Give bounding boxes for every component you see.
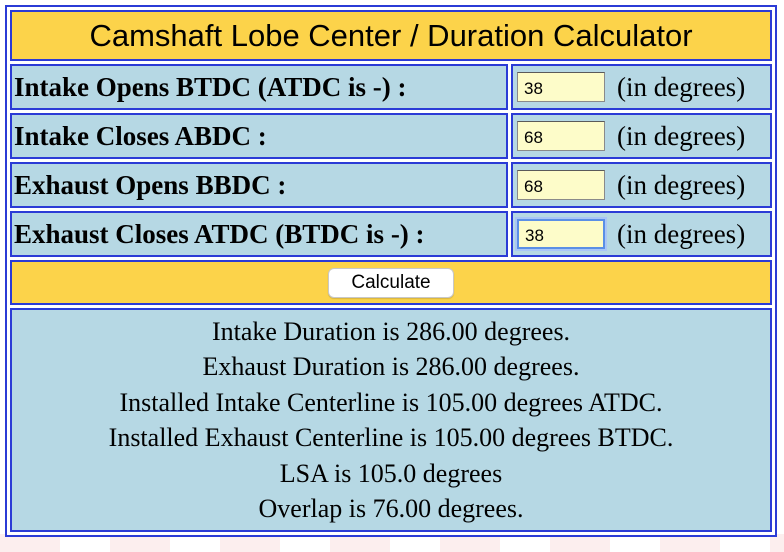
result-intake-duration: Intake Duration is 286.00 degrees. [211, 316, 571, 346]
exhaust-closes-unit: (in degrees) [617, 218, 746, 249]
results-panel [10, 308, 772, 532]
result-exhaust-centerline: Installed Exhaust Centerline is 105.00 degrees BTDC. [108, 423, 674, 452]
field-row-exhaust-opens [10, 162, 772, 208]
calculator-title: Camshaft Lobe Center / Duration Calculator [10, 10, 772, 61]
calculator-table [5, 5, 777, 537]
exhaust-closes-input[interactable] [517, 219, 605, 249]
field-row-exhaust-closes [10, 211, 772, 257]
exhaust-closes-input-cell [511, 211, 772, 257]
exhaust-opens-label: Exhaust Opens BBDC : [10, 162, 508, 208]
exhaust-opens-input[interactable] [517, 170, 605, 200]
intake-closes-label: Intake Closes ABDC : [10, 113, 508, 159]
intake-closes-input[interactable] [517, 121, 605, 151]
field-row-intake-closes [10, 113, 772, 159]
result-intake-centerline: Installed Intake Centerline is 105.00 degrees ATDC. [119, 387, 663, 417]
intake-closes-unit: (in degrees) [617, 120, 746, 151]
intake-opens-unit: (in degrees) [617, 71, 746, 102]
exhaust-closes-label: Exhaust Closes ATDC (BTDC is -) : [10, 211, 508, 257]
field-row-intake-opens [10, 64, 772, 110]
intake-opens-label: Intake Opens BTDC (ATDC is -) : [10, 64, 508, 110]
intake-opens-input-cell [511, 64, 772, 110]
calculate-button[interactable]: Calculate [328, 268, 454, 298]
result-overlap: Overlap is 76.00 degrees. [258, 494, 524, 523]
result-lsa: LSA is 105.0 degrees [279, 458, 503, 488]
intake-opens-input[interactable] [517, 72, 605, 102]
calculate-button-cell [10, 260, 772, 305]
exhaust-opens-unit: (in degrees) [617, 169, 746, 200]
intake-closes-input-cell [511, 113, 772, 159]
exhaust-opens-input-cell [511, 162, 772, 208]
result-exhaust-duration: Exhaust Duration is 286.00 degrees. [202, 352, 580, 381]
